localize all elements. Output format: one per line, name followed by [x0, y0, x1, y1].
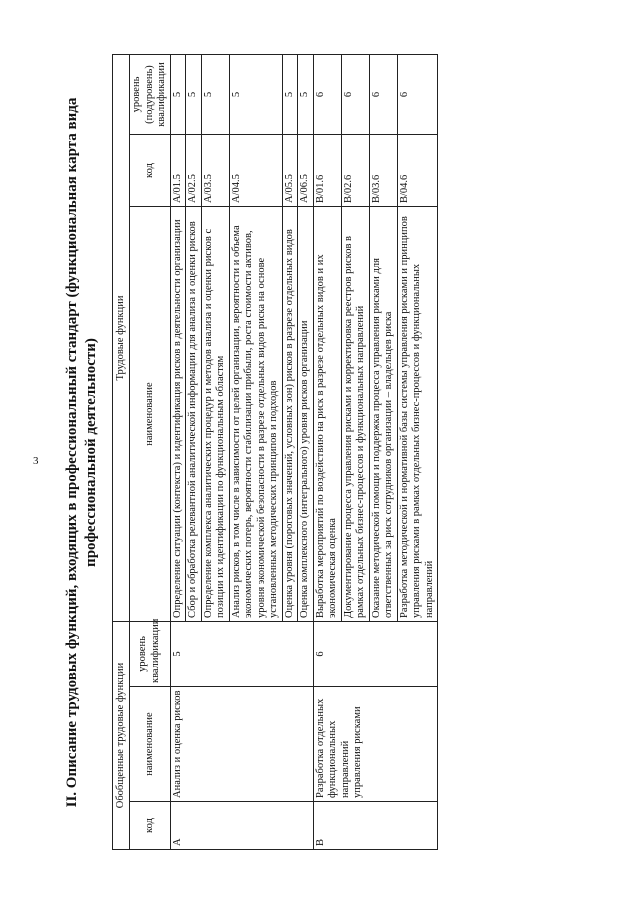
function-name: Выработка мероприятий по воздействию на риск в разрезе отдельных видов и их экономическая оценка — [313, 207, 341, 622]
function-name: Определение комплекса аналитических процедур и методов анализа и оценки рисков с позиции их идентификации по функциональным областям — [201, 207, 229, 622]
function-name: Анализ рисков, в том числе в зависимости от целей организации, вероятности и объема экономических потерь, вероятности стабилизации прибыли, роста стоимости активов, уровня экономической безопасности в разрезе отдельных видов риска на основе установленных методических принципов и подходов — [229, 207, 282, 622]
section-title-cont: профессиональной деятельности) — [83, 338, 99, 567]
function-code: A/02.5 — [186, 135, 202, 207]
function-level: 6 — [397, 54, 438, 134]
name-header: наименование — [130, 687, 171, 802]
function-code-header: код — [130, 135, 171, 207]
function-code: B/03.6 — [369, 135, 397, 207]
function-code: B/01.6 — [313, 135, 341, 207]
section-title: II. Описание трудовых функций, входящих в профессиональный стандарт (функциональная карта вида — [64, 97, 80, 808]
function-name: Разработка методической и нормативной базы системы управления рисками и принципов управления рисками в рамках отдельных бизнес-процессов и функциональных направлений — [397, 207, 438, 622]
functional-map-table — [112, 54, 438, 850]
group-level: 5 — [170, 622, 313, 687]
function-name: Документирование процесса управления рисками и корректировка реестров рисков в рамках отдельных бизнес-процессов и функциональных направлений — [341, 207, 369, 622]
page-number: 3 — [33, 455, 39, 467]
function-level: 6 — [313, 54, 341, 134]
group-code: B — [313, 802, 438, 850]
level-header: уровень квалификации — [130, 622, 171, 687]
function-level: 6 — [369, 54, 397, 134]
code-header: код — [130, 802, 171, 850]
group-name: Разработка отдельных функциональных направлений управления рисками — [313, 687, 438, 802]
function-code: A/04.5 — [229, 135, 282, 207]
function-code: B/02.6 — [341, 135, 369, 207]
function-code: A/01.5 — [170, 135, 186, 207]
table-row — [313, 54, 341, 849]
function-code: A/06.5 — [298, 135, 314, 207]
function-name: Сбор и обработка релевантной аналитической информации для анализа и оценки рисков — [186, 207, 202, 622]
function-name: Определение ситуации (контекста) и идентификация рисков в деятельности организации — [170, 207, 186, 622]
group-level: 6 — [313, 622, 438, 687]
function-level: 6 — [341, 54, 369, 134]
sublevel-header: уровень (подуровень) квалификации — [130, 54, 171, 134]
function-name: Оценка комплексного (интегрального) уровня рисков организации — [298, 207, 314, 622]
function-level: 5 — [229, 54, 282, 134]
function-code: A/03.5 — [201, 135, 229, 207]
table-row — [170, 54, 186, 849]
function-code: A/05.5 — [282, 135, 298, 207]
function-level: 5 — [170, 54, 186, 134]
function-level: 5 — [186, 54, 202, 134]
group-code: A — [170, 802, 313, 850]
function-name: Оценка уровня (пороговых значений, условных зон) рисков в разрезе отдельных видов — [282, 207, 298, 622]
function-code: B/04.6 — [397, 135, 438, 207]
function-level: 5 — [201, 54, 229, 134]
group-name: Анализ и оценка рисков — [170, 687, 313, 802]
labor-functions-header: Трудовые функции — [113, 54, 130, 621]
generalized-functions-header: Обобщенные трудовые функции — [113, 622, 130, 850]
function-level: 5 — [298, 54, 314, 134]
function-name-header: наименование — [130, 207, 171, 622]
function-name: Оказание методической помощи и поддержка процесса управления рисками для ответственных за риск сотрудников организации – владельцев риска — [369, 207, 397, 622]
function-level: 5 — [282, 54, 298, 134]
